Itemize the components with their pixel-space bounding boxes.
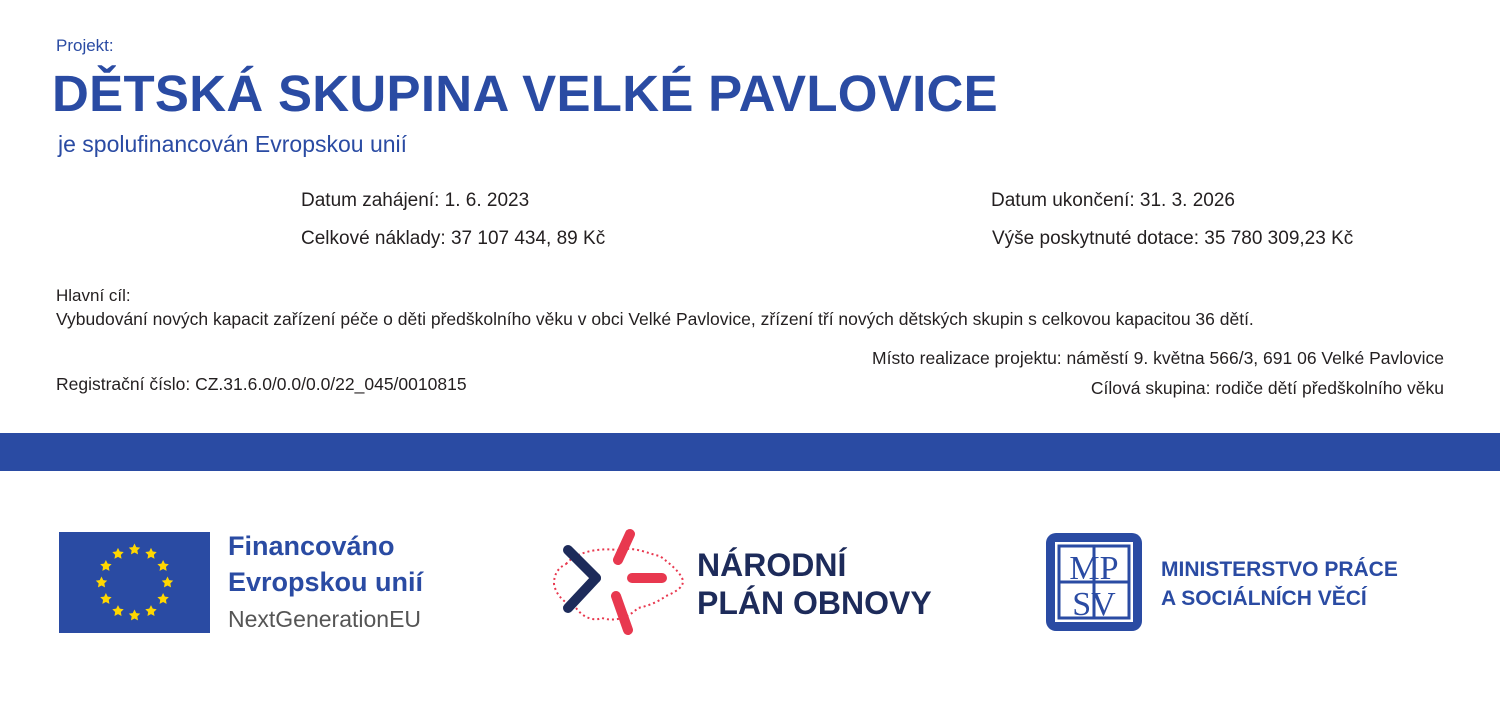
eu-line1: Financováno [228, 531, 395, 561]
project-label: Projekt: [56, 36, 114, 55]
eu-stars-icon [59, 532, 210, 633]
start-date: Datum zahájení: 1. 6. 2023 [301, 190, 530, 211]
npo-logo [548, 526, 688, 641]
mpsv-logo-text [1161, 555, 1398, 613]
mpsv-mark-icon [1046, 533, 1142, 631]
divider-band [0, 433, 1500, 471]
goal-label: Hlavní cíl: [56, 286, 131, 305]
npo-mark-icon [548, 526, 688, 641]
mpsv-mark-bottom: SV [1072, 586, 1116, 623]
target-group: Cílová skupina: rodiče dětí předškolního věku [1090, 378, 1444, 398]
npo-line1: NÁRODNÍ [697, 547, 847, 583]
mpsv-logo [1046, 533, 1142, 631]
registration-number: Registrační číslo: CZ.31.6.0/0.0/0.0/22_045/0010815 [56, 374, 467, 394]
subtitle: je spolufinancován Evropskou unií [58, 131, 408, 157]
page-title: DĚTSKÁ SKUPINA VELKÉ PAVLOVICE [52, 65, 999, 122]
eu-logo-text [228, 528, 423, 638]
goal-text: Vybudování nových kapacit zařízení péče o děti předškolního věku v obci Velké Pavlovice, zřízení tří nových dětských skupin s celkovou kapacitou 36 dětí. [56, 309, 1254, 329]
npo-logo-text [697, 546, 932, 622]
total-costs: Celkové náklady: 37 107 434, 89 Kč [301, 228, 606, 249]
npo-line2: PLÁN OBNOVY [697, 585, 932, 621]
mpsv-line1: MINISTERSTVO PRÁCE [1161, 558, 1398, 581]
eu-line3: NextGenerationEU [228, 606, 422, 632]
mpsv-mark-top: MP [1069, 550, 1119, 587]
project-location: Místo realizace projektu: náměstí 9. května 566/3, 691 06 Velké Pavlovice [872, 348, 1444, 368]
mpsv-line2: A SOCIÁLNÍCH VĚCÍ [1161, 587, 1367, 610]
end-date: Datum ukončení: 31. 3. 2026 [991, 190, 1235, 211]
eu-flag-logo [59, 532, 210, 633]
eu-line2: Evropskou unií [228, 567, 424, 597]
grant-amount: Výše poskytnuté dotace: 35 780 309,23 Kč [992, 228, 1354, 249]
